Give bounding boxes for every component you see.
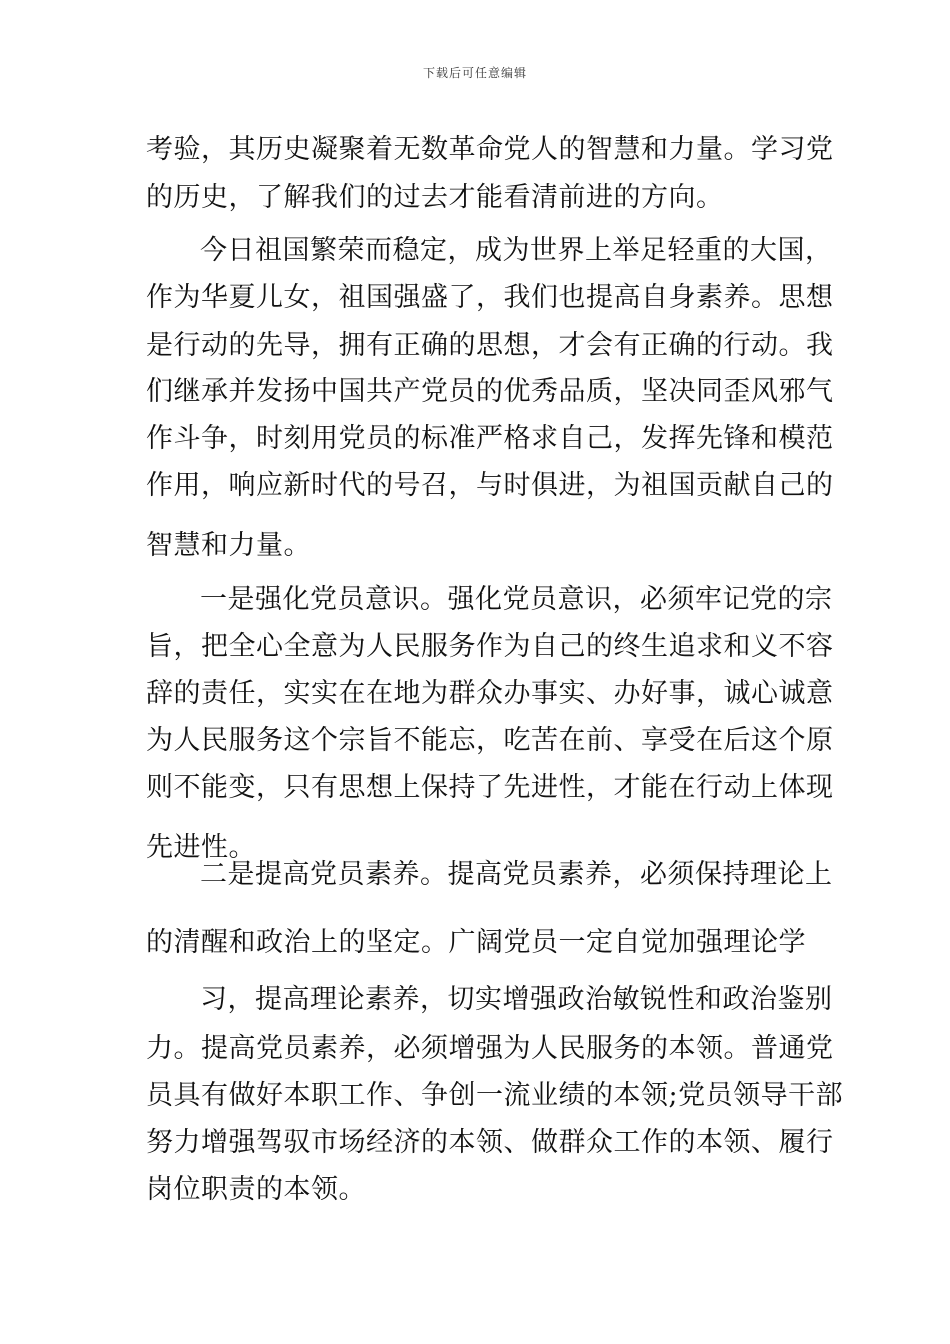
text-line: 辞的责任，实实在在地为群众办事实、办好事，诚心诚意	[146, 678, 834, 709]
text-line: 努力增强驾驭市场经济的本领、做群众工作的本领、履行	[146, 1127, 834, 1158]
text-line: 作为华夏儿女，祖国强盛了，我们也提高自身素养。思想	[146, 282, 834, 313]
text-line: 是行动的先导，拥有正确的思想，才会有正确的行动。我	[146, 330, 834, 361]
text-line: 力。提高党员素养，必须增强为人民服务的本领。普通党	[146, 1033, 834, 1064]
text-line: 习，提高理论素养，切实增强政治敏锐性和政治鉴别	[200, 984, 833, 1015]
text-line: 的清醒和政治上的坚定。广阔党员一定自觉加强理论学	[146, 927, 806, 958]
text-line: 的历史，了解我们的过去才能看清前进的方向。	[146, 182, 724, 213]
text-line: 作斗争，时刻用党员的标准严格求自己，发挥先锋和模范	[146, 423, 834, 454]
text-line: 先进性。	[146, 832, 256, 863]
text-line: 岗位职责的本领。	[146, 1174, 366, 1205]
text-line: 一是强化党员意识。强化党员意识，必须牢记党的宗	[200, 584, 833, 615]
text-line: 今日祖国繁荣而稳定，成为世界上举足轻重的大国，	[200, 235, 833, 266]
text-line: 作用，响应新时代的号召，与时俱进，为祖国贡献自己的	[146, 470, 834, 501]
text-line: 旨，把全心全意为人民服务作为自己的终生追求和义不容	[146, 631, 834, 662]
text-line: 们继承并发扬中国共产党员的优秀品质，坚决同歪风邪气	[146, 376, 834, 407]
text-line: 考验，其历史凝聚着无数革命党人的智慧和力量。学习党	[146, 134, 834, 165]
text-line: 为人民服务这个宗旨不能忘，吃苦在前、享受在后这个原	[146, 725, 834, 756]
download-note: 下载后可任意编辑	[422, 66, 527, 80]
text-line: 员具有做好本职工作、争创一流业绩的本领;党员领导干部	[146, 1080, 844, 1111]
text-line: 智慧和力量。	[146, 530, 311, 561]
text-line: 二是提高党员素养。提高党员素养，必须保持理论上	[200, 859, 833, 890]
text-line: 则不能变，只有思想上保持了先进性，才能在行动上体现	[146, 772, 834, 803]
